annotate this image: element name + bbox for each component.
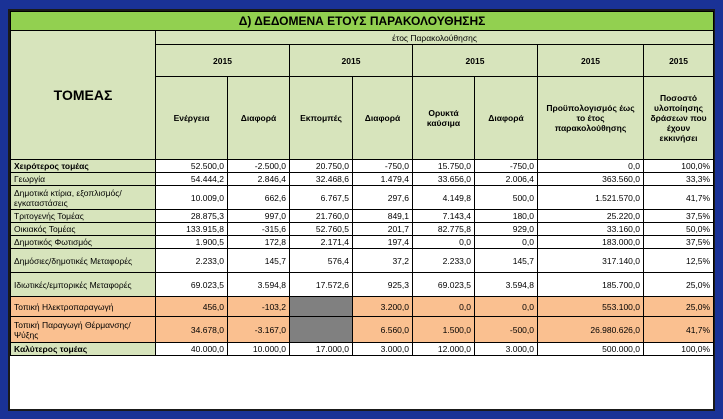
- year-header-energy: 2015: [156, 45, 290, 77]
- table-cell: 82.775,8: [413, 223, 475, 236]
- table-cell: 52.760,5: [290, 223, 353, 236]
- table-cell: 145,7: [475, 249, 538, 273]
- table-cell: 17.572,6: [290, 273, 353, 297]
- row-label: Δημοτικός Φωτισμός: [11, 236, 156, 249]
- row-label: Δημόσιες/δημοτικές Μεταφορές: [11, 249, 156, 273]
- table-title: Δ) ΔΕΔΟΜΕΝΑ ΕΤΟΥΣ ΠΑΡΑΚΟΛΟΥΘΗΣΗΣ: [11, 12, 714, 31]
- column-header-difference: Διαφορά: [353, 77, 413, 160]
- table-row: [11, 223, 714, 236]
- table-cell: 17.000,0: [290, 343, 353, 356]
- table-cell: 197,4: [353, 236, 413, 249]
- table-cell: 849,1: [353, 210, 413, 223]
- table-cell: 183.000,0: [538, 236, 644, 249]
- table-cell: 37,5%: [644, 236, 714, 249]
- table-row: [11, 317, 714, 343]
- column-header-budget: Προϋπολογισμός έως το έτος παρακολούθησης: [538, 77, 644, 160]
- table-cell: 25,0%: [644, 273, 714, 297]
- table-cell: 2.233,0: [156, 249, 228, 273]
- row-label: Χειρότερος τομέας: [11, 160, 156, 173]
- table-cell: 0,0: [475, 236, 538, 249]
- table-cell: 201,7: [353, 223, 413, 236]
- table-cell: 0,0: [413, 236, 475, 249]
- year-header-emissions: 2015: [290, 45, 413, 77]
- table-row: [11, 343, 714, 356]
- table-cell: 1.479,4: [353, 173, 413, 186]
- row-label: Ιδιωτικές/εμπορικές Μεταφορές: [11, 273, 156, 297]
- table-cell: -750,0: [475, 160, 538, 173]
- table-cell: 37,2: [353, 249, 413, 273]
- table-cell: 28.875,3: [156, 210, 228, 223]
- table-cell: 363.560,0: [538, 173, 644, 186]
- table-cell: 52.500,0: [156, 160, 228, 173]
- table-cell: 576,4: [290, 249, 353, 273]
- table-cell: -500,0: [475, 317, 538, 343]
- table-row: [11, 186, 714, 210]
- table-cell: 26.980.626,0: [538, 317, 644, 343]
- table-cell: -315,6: [228, 223, 290, 236]
- table-row: [11, 236, 714, 249]
- table-cell: 32.468,6: [290, 173, 353, 186]
- table-cell: 33,3%: [644, 173, 714, 186]
- table-cell: 41,7%: [644, 317, 714, 343]
- table-cell: 997,0: [228, 210, 290, 223]
- table-cell: 6.560,0: [353, 317, 413, 343]
- row-label: Δημοτικά κτίρια, εξοπλισμός/εγκαταστάσεις: [11, 186, 156, 210]
- table-row: [11, 297, 714, 317]
- row-label: Οικιακός Τομέας: [11, 223, 156, 236]
- table-cell: -2.500,0: [228, 160, 290, 173]
- table-row: [11, 273, 714, 297]
- monitoring-year-subheader: έτος Παρακολούθησης: [156, 31, 714, 45]
- table-cell: 41,7%: [644, 186, 714, 210]
- column-header-difference: Διαφορά: [475, 77, 538, 160]
- table-cell: 12.000,0: [413, 343, 475, 356]
- table-cell: 929,0: [475, 223, 538, 236]
- table-cell: 3.000,0: [475, 343, 538, 356]
- table-cell: 50,0%: [644, 223, 714, 236]
- table-row: [11, 173, 714, 186]
- data-table-frame: [8, 9, 715, 411]
- table-cell: 33.656,0: [413, 173, 475, 186]
- column-header-implementation-percent: Ποσοστό υλοποίησης δράσεων που έχουν εκκινήσει: [644, 77, 714, 160]
- table-cell: 297,6: [353, 186, 413, 210]
- table-cell: 4.149,8: [413, 186, 475, 210]
- table-cell: 34.678,0: [156, 317, 228, 343]
- table-cell: 3.594,8: [475, 273, 538, 297]
- column-header-emissions: Εκπομπές: [290, 77, 353, 160]
- table-cell: 3.000,0: [353, 343, 413, 356]
- table-cell: [290, 317, 353, 343]
- table-cell: 0,0: [538, 160, 644, 173]
- table-cell: 3.594,8: [228, 273, 290, 297]
- table-cell: 925,3: [353, 273, 413, 297]
- table-cell: 100,0%: [644, 343, 714, 356]
- table-cell: 100,0%: [644, 160, 714, 173]
- table-cell: 500.000,0: [538, 343, 644, 356]
- table-cell: 69.023,5: [413, 273, 475, 297]
- table-cell: 2.171,4: [290, 236, 353, 249]
- table-cell: 15.750,0: [413, 160, 475, 173]
- table-cell: 317.140,0: [538, 249, 644, 273]
- table-cell: 25,0%: [644, 297, 714, 317]
- table-cell: -103,2: [228, 297, 290, 317]
- table-cell: 37,5%: [644, 210, 714, 223]
- table-cell: 2.233,0: [413, 249, 475, 273]
- sector-header: ΤΟΜΕΑΣ: [11, 31, 156, 160]
- table-row: [11, 160, 714, 173]
- table-cell: 662,6: [228, 186, 290, 210]
- year-header-budget: 2015: [538, 45, 644, 77]
- table-row: [11, 249, 714, 273]
- table-cell: 33.160,0: [538, 223, 644, 236]
- table-cell: 133.915,8: [156, 223, 228, 236]
- table-cell: 185.700,0: [538, 273, 644, 297]
- row-label: Τριτογενής Τομέας: [11, 210, 156, 223]
- table-cell: 456,0: [156, 297, 228, 317]
- table-cell: 2.846,4: [228, 173, 290, 186]
- year-header-fossil: 2015: [413, 45, 538, 77]
- table-cell: 500,0: [475, 186, 538, 210]
- table-cell: 40.000,0: [156, 343, 228, 356]
- table-cell: 54.444,2: [156, 173, 228, 186]
- row-label: Τοπική Παραγωγή Θέρμανσης/Ψύξης: [11, 317, 156, 343]
- table-cell: 2.006,4: [475, 173, 538, 186]
- column-header-energy: Ενέργεια: [156, 77, 228, 160]
- row-label: Καλύτερος τομέας: [11, 343, 156, 356]
- table-cell: 553.100,0: [538, 297, 644, 317]
- table-cell: 3.200,0: [353, 297, 413, 317]
- table-cell: -750,0: [353, 160, 413, 173]
- table-cell: 172,8: [228, 236, 290, 249]
- table-cell: 145,7: [228, 249, 290, 273]
- table-cell: 20.750,0: [290, 160, 353, 173]
- table-cell: 7.143,4: [413, 210, 475, 223]
- table-cell: 12,5%: [644, 249, 714, 273]
- table-row: [11, 210, 714, 223]
- table-cell: 180,0: [475, 210, 538, 223]
- table-cell: 0,0: [475, 297, 538, 317]
- column-header-difference: Διαφορά: [228, 77, 290, 160]
- table-cell: 10.000,0: [228, 343, 290, 356]
- table-cell: 25.220,0: [538, 210, 644, 223]
- table-cell: 69.023,5: [156, 273, 228, 297]
- row-label: Τοπική Ηλεκτροπαραγωγή: [11, 297, 156, 317]
- table-cell: 21.760,0: [290, 210, 353, 223]
- table-cell: 1.900,5: [156, 236, 228, 249]
- table-cell: 1.500,0: [413, 317, 475, 343]
- year-header-percent: 2015: [644, 45, 714, 77]
- table-cell: [290, 297, 353, 317]
- column-header-fossil-fuels: Ορυκτά καύσιμα: [413, 77, 475, 160]
- table-cell: 10.009,0: [156, 186, 228, 210]
- table-cell: 1.521.570,0: [538, 186, 644, 210]
- monitoring-year-table: [10, 11, 714, 356]
- table-cell: 6.767,5: [290, 186, 353, 210]
- table-cell: 0,0: [413, 297, 475, 317]
- row-label: Γεωργία: [11, 173, 156, 186]
- table-cell: -3.167,0: [228, 317, 290, 343]
